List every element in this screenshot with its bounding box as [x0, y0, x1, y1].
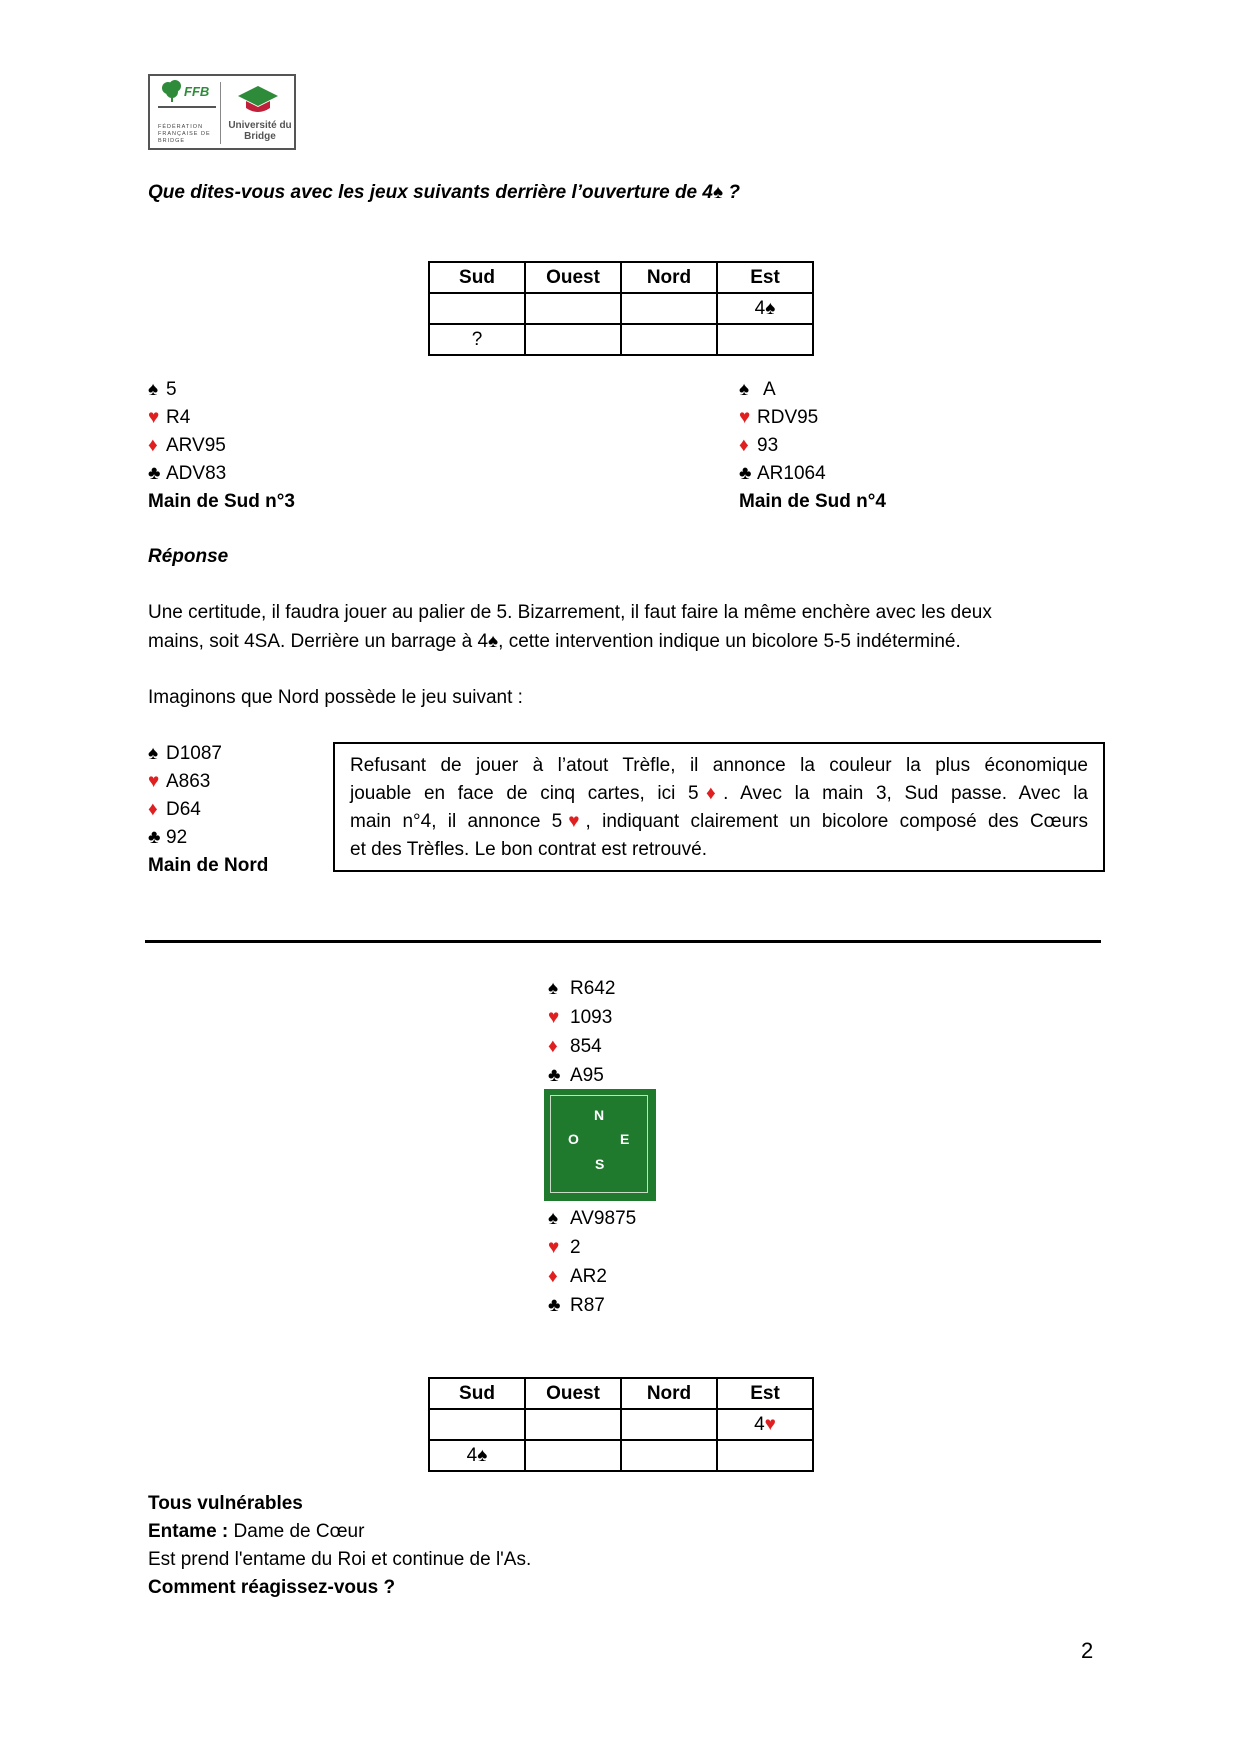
- page-number: 2: [1081, 1638, 1094, 1663]
- bid-cell: 4♠: [717, 293, 813, 324]
- lead-label: Entame :: [148, 1521, 229, 1542]
- lead-value: Dame de Cœur: [228, 1521, 365, 1542]
- box-line-1: Refusant de jouer à l’atout Trèfle, il annonce la couleur la plus économique: [350, 755, 1088, 776]
- bid-cell: [525, 324, 621, 355]
- compass-north: N: [594, 1107, 605, 1123]
- bid-cell: 4♠: [429, 1440, 525, 1471]
- bid-cell: [717, 324, 813, 355]
- box-line-4: et des Trèfles. Le bon contrat est retrouvé.: [350, 839, 707, 860]
- hand-spades: AV9875: [570, 1208, 637, 1229]
- header-nord: Nord: [621, 262, 717, 293]
- graduation-cap-icon: [234, 82, 282, 118]
- hand-diamonds: D64: [166, 799, 201, 820]
- answer-paragraph-line-1: Une certitude, il faudra jouer au palier de 5. Bizarrement, il faut faire la même enchère avec les deux: [148, 602, 992, 623]
- hand-hearts: R4: [166, 407, 191, 428]
- hand-spades: 5: [166, 379, 177, 400]
- hand-spades: D1087: [166, 743, 222, 764]
- hand-diamonds: 854: [570, 1036, 602, 1057]
- heart-icon: ♥: [548, 1237, 560, 1258]
- bid-cell: [621, 293, 717, 324]
- hand-label: Main de Sud n°4: [739, 491, 886, 512]
- box-line-3: main n°4, il annonce 5♥, indiquant clairement un bicolore composé des Cœurs: [350, 811, 1089, 832]
- box-line-2: jouable en face de cinq cartes, ici 5♦. Avec la main 3, Sud passe. Avec la: [350, 783, 1088, 804]
- bid-cell: [525, 293, 621, 324]
- east-play-text: Est prend l'entame du Roi et continue de l'As.: [148, 1549, 532, 1570]
- diamond-icon: ♦: [739, 435, 749, 456]
- hand-diamonds: 93: [757, 435, 779, 456]
- vulnerability: Tous vulnérables: [148, 1493, 303, 1514]
- bidding-table-2: [428, 1377, 814, 1472]
- bid-cell: [429, 1409, 525, 1440]
- ffb-logo: [148, 74, 296, 150]
- diamond-icon: ♦: [148, 799, 158, 820]
- spade-icon: ♠: [148, 379, 159, 400]
- tree-icon: [160, 80, 184, 102]
- header-sud: Sud: [429, 262, 525, 293]
- hand-hearts: 1093: [570, 1007, 613, 1028]
- diamond-icon: ♦: [698, 783, 724, 804]
- answer-paragraph-line-2: mains, soit 4SA. Derrière un barrage à 4♠, cette intervention indique un bicolore 5-5 indéterminé.: [148, 631, 961, 652]
- hand-hearts: RDV95: [757, 407, 819, 428]
- hand-clubs: 92: [166, 827, 188, 848]
- header-est: Est: [717, 1378, 813, 1409]
- logo-univ-text: Université du Bridge: [228, 120, 292, 142]
- heart-icon: ♥: [764, 1413, 776, 1435]
- compass-west: O: [568, 1131, 579, 1147]
- heart-icon: ♥: [148, 407, 160, 428]
- compass-east: E: [620, 1131, 630, 1147]
- bid-cell: [621, 324, 717, 355]
- spade-icon: ♠: [548, 1208, 559, 1229]
- club-icon: ♣: [148, 827, 161, 848]
- compass-south: S: [595, 1156, 605, 1172]
- bid-cell: [525, 1409, 621, 1440]
- bid-cell: [429, 293, 525, 324]
- spade-icon: ♠: [739, 379, 750, 400]
- hand-label: Main de Sud n°3: [148, 491, 295, 512]
- header-ouest: Ouest: [525, 1378, 621, 1409]
- club-icon: ♣: [548, 1065, 561, 1086]
- spade-icon: ♠: [548, 978, 559, 999]
- header-est: Est: [717, 262, 813, 293]
- header-ouest: Ouest: [525, 262, 621, 293]
- hand-clubs: AR1064: [757, 463, 826, 484]
- bid-cell: [525, 1440, 621, 1471]
- bid-cell: 4♥: [717, 1409, 813, 1440]
- heart-icon: ♥: [548, 1007, 560, 1028]
- answer-title: Réponse: [148, 546, 229, 567]
- explanation-box: [333, 742, 1105, 872]
- section-divider: [145, 940, 1101, 943]
- diamond-icon: ♦: [548, 1266, 558, 1287]
- hand-spades: R642: [570, 978, 616, 999]
- bid-cell: ?: [429, 324, 525, 355]
- hand-clubs: R87: [570, 1295, 605, 1316]
- logo-ffb-text: FFB: [184, 84, 210, 99]
- club-icon: ♣: [148, 463, 161, 484]
- hand-diamonds: AR2: [570, 1266, 607, 1287]
- compass-table: [544, 1089, 656, 1201]
- diamond-icon: ♦: [148, 435, 158, 456]
- hand-diamonds: ARV95: [166, 435, 226, 456]
- club-icon: ♣: [548, 1295, 561, 1316]
- final-question: Comment réagissez-vous ?: [148, 1577, 396, 1598]
- bid-cell: [621, 1409, 717, 1440]
- bid-cell: [717, 1440, 813, 1471]
- hand-label: Main de Nord: [148, 855, 269, 876]
- hand-hearts: A863: [166, 771, 211, 792]
- bid-cell: [621, 1440, 717, 1471]
- diamond-icon: ♦: [548, 1036, 558, 1057]
- header-sud: Sud: [429, 1378, 525, 1409]
- heart-icon: ♥: [562, 811, 586, 832]
- club-icon: ♣: [739, 463, 752, 484]
- logo-ffb-subtitle: FÉDÉRATION FRANÇAISE DE BRIDGE: [158, 124, 211, 144]
- heart-icon: ♥: [148, 771, 160, 792]
- header-nord: Nord: [621, 1378, 717, 1409]
- answer-paragraph-2: Imaginons que Nord possède le jeu suivant :: [148, 687, 523, 708]
- hand-hearts: 2: [570, 1237, 581, 1258]
- bidding-table-1: [428, 261, 814, 356]
- lead-line: [148, 1518, 364, 1546]
- hand-clubs: ADV83: [166, 463, 227, 484]
- hand-clubs: A95: [570, 1065, 604, 1086]
- heart-icon: ♥: [739, 407, 751, 428]
- spade-icon: ♠: [148, 743, 159, 764]
- question-heading: Que dites-vous avec les jeux suivants derrière l’ouverture de 4♠ ?: [148, 182, 740, 203]
- hand-spades: A: [763, 379, 776, 400]
